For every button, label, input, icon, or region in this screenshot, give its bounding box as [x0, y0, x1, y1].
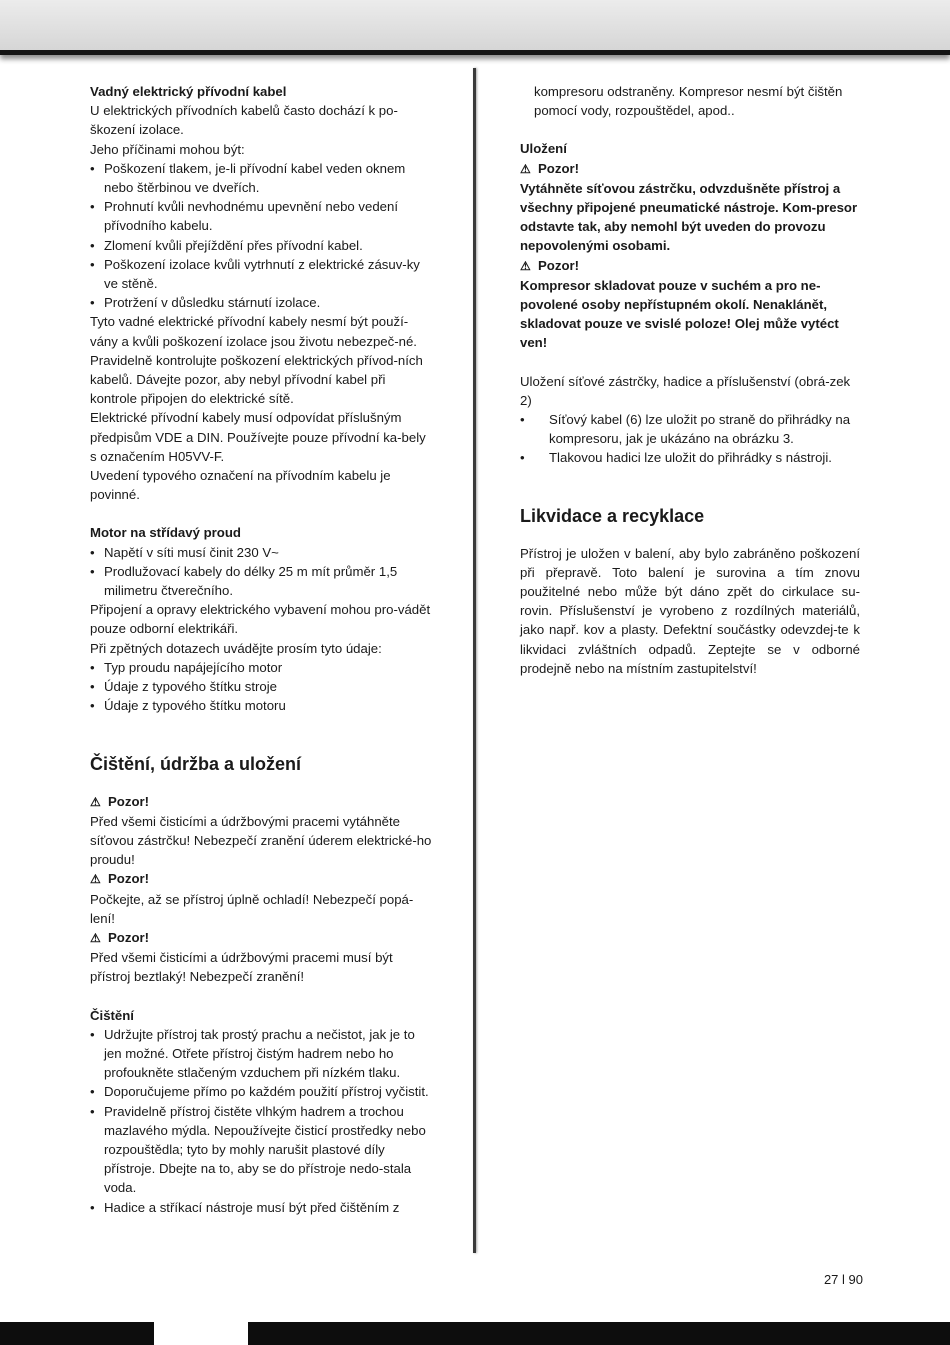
- cause-list: [90, 159, 432, 313]
- list-item: • Tlakovou hadici lze uložit do přihrádky s nástroji.: [520, 448, 860, 467]
- paragraph: Uvedení typového označení na přívodním kabelu je povinné.: [90, 468, 391, 503]
- warning-icon: ⚠: [520, 161, 531, 176]
- section-title-storage: Uložení: [520, 141, 567, 157]
- list-item: • Napětí v síti musí činit 230 V~: [90, 543, 432, 562]
- warning-text: Počkejte, až se přístroj úplně ochladí! Nebezpečí popá-lení!: [90, 891, 414, 926]
- list-item: • Síťový kabel (6) lze uložit po straně do přihrádky na kompresoru, jak je ukázáno na obrázku 3.: [520, 410, 860, 448]
- warning-icon: ⚠: [90, 794, 101, 809]
- column-divider: [473, 68, 476, 1253]
- list-item: • Poškození tlakem, je-li přívodní kabel veden oknem nebo štěrbinou ve dveřích.: [90, 159, 432, 197]
- list-item: • Doporučujeme přímo po každém použití přístroj vyčistit.: [90, 1082, 432, 1101]
- paragraph: Jeho příčinami mohou být:: [90, 141, 245, 157]
- warning-icon: ⚠: [90, 930, 101, 945]
- paragraph: Přístroj je uložen v balení, aby bylo zabráněno poškození při přepravě. Toto balení je surovina a tím znovu použitelné nebo může být dáno zpět do cirkulace su-rovin. Příslušenství je vyrobeno z rozdílných materiálů, jako např. kov a plasty. Defektní součástky odevzdej-te k likvidaci zvláštních odpadů. Zeptejte se v odborné prodejně nebo na místním zastupitelství!: [520, 545, 860, 676]
- warning-label: ⚠ Pozor!: [90, 792, 432, 812]
- motor-list: [90, 543, 432, 601]
- warning-text: Vytáhněte síťovou zástrčku, odvzdušněte přístroj a všechny připojené pneumatické nástroje. Kom-presor odstavte tak, aby nemohl být uveden do provozu nepovolenými osobami.: [520, 180, 858, 254]
- page-number: 27 l 90: [823, 1272, 863, 1287]
- paragraph: Tyto vadné elektrické přívodní kabely nesmí být použí-vány a kvůli poškození izolace jsou životu nebezpeč-né.: [90, 314, 417, 349]
- warning-label: ⚠ Pozor!: [520, 159, 860, 179]
- list-item: • Hadice a stříkací nástroje musí být před čištěním z: [90, 1198, 432, 1217]
- list-item: • Typ proudu napájejícího motor: [90, 658, 432, 677]
- warning-text: Kompresor skladovat pouze v suchém a pro ne-povolené osoby nepřístupném okolí. Nenaklánět, skladovat pouze ve svislé poloze! Olej může vytéct ven!: [520, 277, 839, 351]
- right-column: [520, 82, 860, 678]
- cleaning-list: [90, 1025, 432, 1217]
- list-item: • Údaje z typového štítku motoru: [90, 696, 432, 715]
- heading-cleaning-maintenance: Čištění, údržba a uložení: [90, 753, 302, 774]
- paragraph: Při zpětných dotazech uvádějte prosím tyto údaje:: [90, 640, 382, 656]
- heading-disposal: Likvidace a recyklace: [520, 505, 705, 526]
- paragraph: Elektrické přívodní kabely musí odpovídat příslušným předpisům VDE a DIN. Používejte pouze přívodní ka-bely s označením H05VV-F.: [90, 410, 426, 464]
- warning-label: ⚠ Pozor!: [520, 256, 860, 276]
- list-item: • Prodlužovací kabely do délky 25 m mít průměr 1,5 milimetru čtverečního.: [90, 562, 432, 600]
- section-title-motor: Motor na střídavý proud: [90, 525, 241, 541]
- warning-icon: ⚠: [520, 258, 531, 273]
- warning-icon: ⚠: [90, 872, 101, 887]
- section-title-cleaning: Čištění: [90, 1007, 134, 1023]
- list-item: • Protržení v důsledku stárnutí izolace.: [90, 293, 432, 312]
- warning-text: Před všemi čisticími a údržbovými pracemi musí být přístroj beztlaký! Nebezpečí zranění!: [90, 950, 393, 985]
- paragraph: U elektrických přívodních kabelů často dochází k po-škození izolace.: [90, 103, 398, 138]
- paragraph: Pravidelně kontrolujte poškození elektrických přívod-ních kabelů. Dávejte pozor, aby nebyl přívodní kabel při kontrole připojen do elektrické sítě.: [90, 352, 423, 407]
- footer-notch: [154, 1322, 248, 1345]
- warning-label: ⚠ Pozor!: [90, 928, 432, 948]
- list-item: • Prohnutí kvůli nevhodnému upevnění nebo vedení přívodního kabelu.: [90, 197, 432, 235]
- list-item: • Udržujte přístroj tak prostý prachu a nečistot, jak je to jen možné. Otřete přístroj čistým hadrem nebo ho profoukněte stlačeným vzduchem při nízkém tlaku.: [90, 1025, 432, 1083]
- warning-label: ⚠ Pozor!: [90, 869, 432, 889]
- list-item: • Údaje z typového štítku stroje: [90, 677, 432, 696]
- list-item: • Pravidelně přístroj čistěte vlhkým hadrem a trochou mazlavého mýdla. Nepoužívejte čisticí prostředky nebo rozpouštědla; tyto by mohly narušit plastové díly přístroje. Dbejte na to, aby se do přístroje nedo-stala voda.: [90, 1102, 432, 1198]
- continued-text: kompresoru odstraněny. Kompresor nesmí být čištěn pomocí vody, rozpouštědel, apod..: [534, 84, 843, 119]
- footer-bar: [0, 1322, 950, 1345]
- storage-list: [520, 410, 860, 468]
- list-item: • Zlomení kvůli přejíždění přes přívodní kabel.: [90, 236, 432, 255]
- paragraph: Připojení a opravy elektrického vybavení mohou pro-vádět pouze odborní elektrikáři.: [90, 602, 431, 637]
- info-list: [90, 658, 432, 716]
- header-band: [0, 0, 950, 55]
- warning-text: Před všemi čisticími a údržbovými pracemi vytáhněte síťovou zástrčku! Nebezpečí zranění úderem elektrické-ho proudu!: [90, 813, 432, 868]
- list-item: • Poškození izolace kvůli vytrhnutí z elektrické zásuv-ky ve stěně.: [90, 255, 432, 293]
- left-column: [90, 82, 432, 1217]
- paragraph: Uložení síťové zástrčky, hadice a příslušenství (obrá-zek 2): [520, 373, 851, 408]
- section-title-cable: Vadný elektrický přívodní kabel: [90, 84, 287, 99]
